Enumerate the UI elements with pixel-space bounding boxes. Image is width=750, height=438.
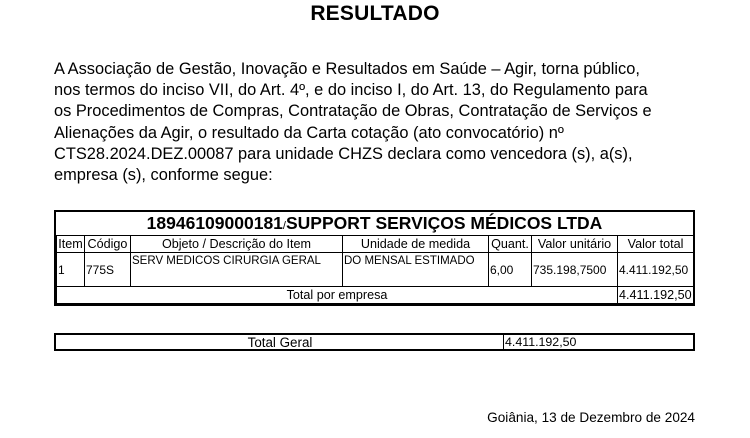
column-header: Item xyxy=(58,237,83,251)
company-separator: / xyxy=(282,220,286,232)
company-name: SUPPORT SERVIÇOS MÉDICOS LTDA xyxy=(285,213,603,233)
document-title: RESULTADO xyxy=(310,2,440,25)
cell-codigo: 775S xyxy=(85,253,131,287)
column-header: Valor unitário xyxy=(532,236,618,253)
paragraph-line: os Procedimentos de Compras, Contratação de Obras, Contratação de Serviços e xyxy=(54,102,652,121)
column-header: Quant. xyxy=(489,236,532,253)
paragraph-line: nos termos do inciso VII, do Art. 4º, e do inciso I, do Art. 13, do Regulamento para xyxy=(54,81,648,100)
grand-total-value: 4.411.192,50 xyxy=(505,335,577,349)
company-total-value: 4.411.192,50 xyxy=(619,288,692,302)
column-header: Objeto / Descrição do Item xyxy=(131,236,343,253)
document-date: Goiânia, 13 de Dezembro de 2024 xyxy=(487,410,695,425)
grand-total-label: Total Geral xyxy=(247,335,313,350)
paragraph-line: Alienações da Agir, o resultado da Carta cotação (ato convocatório) nº xyxy=(54,123,564,142)
table-row xyxy=(57,253,694,287)
column-header: Código xyxy=(85,236,131,253)
company-total-row xyxy=(57,287,694,304)
cell-descricao: SERV MEDICOS CIRURGIA GERAL xyxy=(131,253,343,287)
company-total-label: Total por empresa xyxy=(57,287,618,304)
column-header: Unidade de medida xyxy=(343,236,489,253)
paragraph-line: empresa (s), conforme segue: xyxy=(54,166,273,185)
items-table xyxy=(56,235,694,304)
cell-unidade: DO MENSAL ESTIMADO xyxy=(343,253,489,287)
cell-valor-unitario: 735.198,7500 xyxy=(532,253,618,287)
cell-valor-total: 4.411.192,50 xyxy=(618,253,694,287)
cell-item: 1 xyxy=(57,253,85,287)
intro-paragraph xyxy=(54,59,704,186)
paragraph-line: CTS28.2024.DEZ.00087 para unidade CHZS declara como vencedora (s), a(s), xyxy=(54,144,633,163)
company-header xyxy=(56,212,693,235)
results-table xyxy=(54,210,695,306)
column-header: Valor total xyxy=(618,236,694,253)
grand-total-box xyxy=(54,333,695,351)
table-header-row xyxy=(57,236,694,253)
cell-quant: 6,00 xyxy=(489,253,532,287)
paragraph-line: A Associação de Gestão, Inovação e Resultados em Saúde – Agir, torna público, xyxy=(54,60,640,78)
company-cnpj: 18946109000181 xyxy=(146,213,283,233)
